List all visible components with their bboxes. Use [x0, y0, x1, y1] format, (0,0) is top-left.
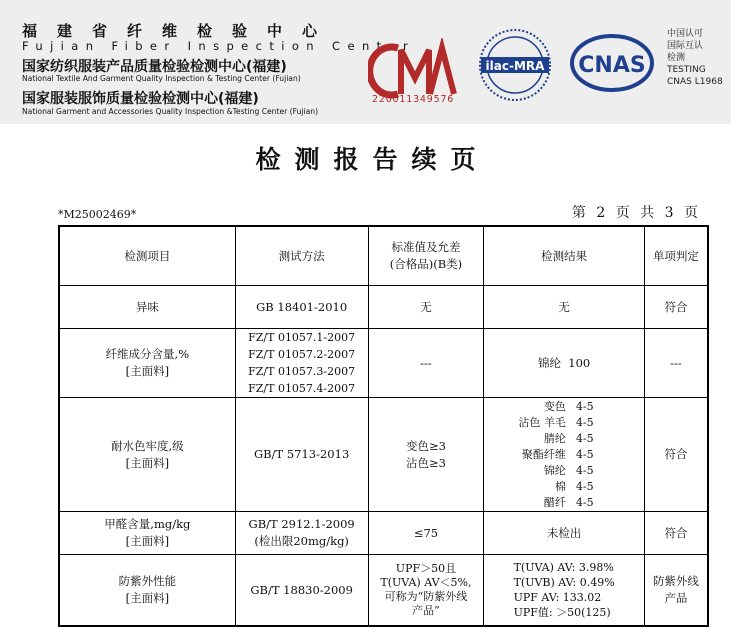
- method-cell: GB/T 5713-2013: [235, 398, 368, 512]
- verdict-cell: ---: [644, 329, 708, 398]
- cnas-line: 中国认可: [667, 29, 704, 39]
- table-row: [59, 555, 708, 627]
- verdict-cell: 防紫外线 产品: [644, 555, 708, 627]
- page-title: 检测报告续页: [255, 145, 490, 174]
- svg-text:ilac-MRA: ilac-MRA: [485, 59, 545, 73]
- report-code: *M25002469*: [58, 208, 137, 221]
- verdict-cell: 符合: [644, 286, 708, 329]
- header-cell: 检测项目: [59, 226, 235, 286]
- page-indicator: 第 2 页 共 3 页: [571, 205, 701, 221]
- org-name-en: Fujian Fiber Inspection Center: [22, 39, 416, 53]
- header-cell: 检测结果: [484, 226, 645, 286]
- cnas-line: CNAS L1968: [667, 77, 723, 87]
- method-cell: FZ/T 01057.1-2007 FZ/T 01057.2-2007 FZ/T 01057.3-2007 FZ/T 01057.4-2007: [235, 329, 368, 398]
- verdict-cell: 符合: [644, 512, 708, 555]
- item-cell: 耐水色牢度,级 [主面料]: [59, 398, 235, 512]
- cnas-line: TESTING: [667, 65, 706, 75]
- org-name-cn: 福建省纤维检验中心: [22, 22, 338, 40]
- verdict-cell: 符合: [644, 398, 708, 512]
- table-row: [59, 398, 708, 512]
- ilac-mra-logo-icon: [477, 27, 553, 103]
- table-row: [59, 286, 708, 329]
- item-cell: 异味: [59, 286, 235, 329]
- uv-results: T(UVA) AV: 3.98% T(UVB) AV: 0.49% UPF AV: 133.02 UPF值: ＞50(125): [513, 560, 615, 619]
- item-cell: 甲醛含量,mg/kg [主面料]: [59, 512, 235, 555]
- cnas-line: 检测: [667, 53, 686, 63]
- result-cell: [484, 398, 645, 512]
- textile-center-cn: 国家纺织服装产品质量检验检测中心(福建): [22, 59, 287, 75]
- report-header: [0, 0, 731, 124]
- result-cell: 锦纶 100: [484, 329, 645, 398]
- table-header-row: [59, 226, 708, 286]
- garment-center-cn: 国家服装服饰质量检验检测中心(福建): [22, 91, 259, 107]
- result-cell: [484, 555, 645, 627]
- textile-center-en: National Textile And Garment Quality Inspection & Testing Center (Fujian): [22, 74, 301, 83]
- standard-cell: ---: [368, 329, 484, 398]
- standard-cell: 无: [368, 286, 484, 329]
- garment-center-en: National Garment and Accessories Quality Inspection &Testing Center (Fujian): [22, 107, 319, 116]
- colorfastness-results: 变色 4-5 沾色 羊毛 4-5 腈纶 4-5 聚酯纤维 4-5 锦纶 4-5 棉 4-5 醋纤 4-5: [518, 399, 594, 509]
- cnas-logo-icon: [568, 32, 656, 94]
- test-results-table: [58, 225, 709, 627]
- result-cell: 未检出: [484, 512, 645, 555]
- item-cell: 纤维成分含量,% [主面料]: [59, 329, 235, 398]
- item-cell: 防紫外性能 [主面料]: [59, 555, 235, 627]
- method-cell: GB/T 18830-2009: [235, 555, 368, 627]
- method-cell: GB/T 2912.1-2009 (检出限20mg/kg): [235, 512, 368, 555]
- cma-number: 220011349576: [372, 94, 455, 105]
- method-cell: GB 18401-2010: [235, 286, 368, 329]
- standard-cell: 变色≥3 沾色≥3: [368, 398, 484, 512]
- result-cell: 无: [484, 286, 645, 329]
- cnas-line: 国际互认: [667, 41, 704, 51]
- header-cell: 测试方法: [235, 226, 368, 286]
- header-cell: 标准值及允差 (合格品)(B类): [368, 226, 484, 286]
- table-row: [59, 512, 708, 555]
- cnas-accreditation-text: [667, 28, 723, 88]
- standard-cell: ≤75: [368, 512, 484, 555]
- header-cell: 单项判定: [644, 226, 708, 286]
- svg-text:CNAS: CNAS: [578, 53, 646, 78]
- standard-cell: UPF＞50且 T(UVA) AV＜5%, 可称为“防紫外线 产品”: [368, 555, 484, 627]
- table-row: [59, 329, 708, 398]
